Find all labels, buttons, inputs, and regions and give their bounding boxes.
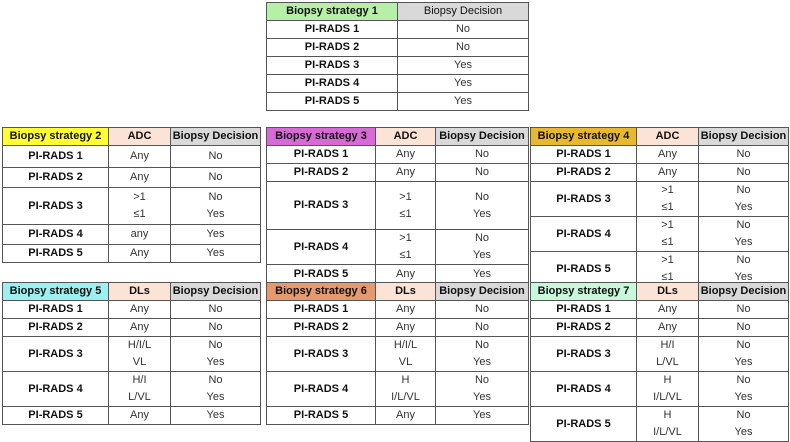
decision-cell-value: No (208, 191, 223, 203)
table-row (531, 182, 789, 217)
decision-cell-value: Yes (734, 271, 753, 283)
criterion-cell (376, 230, 436, 265)
decision-cell-value: No (736, 166, 751, 178)
pi-rads-label: PI-RADS 4 (267, 230, 376, 265)
pi-rads-label: PI-RADS 5 (531, 252, 637, 287)
pi-rads-label: PI-RADS 3 (531, 337, 637, 372)
decision-cell-value: Yes (473, 356, 491, 368)
decision-cell-value: Yes (206, 247, 225, 259)
table-row (267, 57, 529, 75)
criterion-cell (109, 319, 171, 337)
pi-rads-label: PI-RADS 5 (267, 265, 376, 284)
strategy-2-table (2, 127, 261, 263)
criterion-cell-value: I/L/VL (653, 426, 682, 438)
criterion-cell-value: ≤1 (661, 271, 674, 283)
criterion-cell-value: >1 (661, 219, 674, 231)
pi-rads-label: PI-RADS 4 (531, 217, 637, 252)
criterion-cell-value: ≤1 (399, 249, 412, 261)
criterion-cell-value: Any (396, 148, 415, 160)
criterion-cell (376, 319, 436, 337)
decision-cell-value: No (474, 321, 490, 333)
decision-cell-value: No (736, 321, 751, 333)
criterion-cell-value: H (663, 409, 672, 421)
decision-cell-value: No (736, 339, 751, 351)
decision-cell (436, 146, 529, 164)
pi-rads-label: PI-RADS 5 (531, 407, 637, 442)
decision-cell-value: No (455, 41, 471, 53)
decision-header: Biopsy Decision (171, 283, 261, 301)
decision-cell (171, 188, 261, 225)
pi-rads-label: PI-RADS 1 (267, 301, 376, 319)
pi-rads-label: PI-RADS 3 (267, 337, 376, 372)
pi-rads-label: PI-RADS 2 (3, 319, 109, 337)
criterion-cell (109, 407, 171, 425)
decision-cell (436, 337, 529, 372)
criterion-cell-value: H/I (132, 374, 147, 386)
decision-cell-value: Yes (734, 426, 753, 438)
criterion-cell (376, 182, 436, 230)
pi-rads-label: PI-RADS 1 (3, 146, 109, 168)
strategy-title: Biopsy strategy 6 (267, 283, 376, 301)
pi-rads-label: PI-RADS 2 (3, 168, 109, 188)
decision-cell-value: Yes (473, 409, 491, 421)
decision-cell-value: No (736, 374, 751, 386)
decision-cell-value: No (736, 184, 751, 196)
decision-cell (699, 164, 789, 182)
pi-rads-label: PI-RADS 5 (3, 245, 109, 263)
criterion-cell (109, 168, 171, 188)
decision-cell (699, 337, 789, 372)
criterion-cell (109, 372, 171, 407)
decision-cell-value: Yes (473, 249, 491, 261)
criterion-cell (637, 301, 699, 319)
header-row (3, 283, 261, 301)
criterion-cell-value: Any (396, 303, 415, 315)
table-row (3, 319, 261, 337)
decision-cell (171, 337, 261, 372)
criterion-cell-value: I/L/VL (653, 391, 682, 403)
pi-rads-label: PI-RADS 1 (531, 301, 637, 319)
header-row (531, 283, 789, 301)
decision-cell (436, 164, 529, 182)
pi-rads-label: PI-RADS 2 (531, 164, 637, 182)
criterion-cell-value: ≤1 (661, 201, 674, 213)
table-row (531, 407, 789, 442)
table-row (531, 217, 789, 252)
strategy-title: Biopsy strategy 2 (3, 128, 109, 146)
decision-header: Biopsy Decision (398, 3, 529, 21)
criterion-cell-value: Any (130, 171, 149, 183)
table-row (267, 39, 529, 57)
pi-rads-label: PI-RADS 1 (3, 301, 109, 319)
table-row (3, 146, 261, 168)
criterion-cell-value: Any (658, 166, 677, 178)
criterion-cell (376, 301, 436, 319)
criterion-cell-value: >1 (661, 254, 674, 266)
pi-rads-label: PI-RADS 5 (3, 407, 109, 425)
decision-cell (436, 319, 529, 337)
criterion-cell-value: Any (130, 303, 149, 315)
strategy-1-table (266, 2, 529, 111)
decision-cell-value: Yes (473, 267, 491, 280)
strategy-3-table (266, 127, 529, 284)
decision-cell-value: Yes (454, 77, 472, 89)
decision-cell-value: No (474, 190, 490, 203)
criterion-cell (376, 372, 436, 407)
decision-cell-value: Yes (454, 95, 472, 107)
decision-cell-value: No (208, 171, 223, 183)
table-row (267, 337, 529, 372)
pi-rads-label: PI-RADS 3 (3, 337, 109, 372)
decision-cell-value: Yes (734, 391, 753, 403)
decision-cell-value: No (474, 303, 490, 315)
decision-header: Biopsy Decision (436, 128, 529, 146)
decision-cell (171, 245, 261, 263)
decision-header: Biopsy Decision (699, 128, 789, 146)
pi-rads-label: PI-RADS 1 (267, 146, 376, 164)
decision-cell (699, 372, 789, 407)
pi-rads-label: PI-RADS 1 (267, 21, 398, 39)
criterion-cell-value: >1 (399, 190, 412, 203)
decision-cell (436, 182, 529, 230)
table-row (3, 407, 261, 425)
criterion-cell-value: ≤1 (133, 208, 146, 220)
decision-cell (171, 225, 261, 245)
pi-rads-label: PI-RADS 5 (267, 407, 376, 425)
table-row (531, 319, 789, 337)
criterion-cell-value: any (130, 228, 149, 240)
pi-rads-label: PI-RADS 3 (267, 182, 376, 230)
table-row (267, 75, 529, 93)
decision-cell-value: No (474, 232, 490, 244)
decision-cell-value: Yes (734, 236, 753, 248)
criterion-cell-value: ≤1 (661, 236, 674, 248)
table-row (3, 188, 261, 225)
decision-cell-value: Yes (734, 356, 753, 368)
criterion-cell-value: L/VL (656, 356, 679, 368)
table-row (267, 407, 529, 425)
criterion-cell-value: Any (658, 148, 677, 160)
criterion-cell-value: >1 (133, 191, 146, 203)
criterion-cell-value: ≤1 (399, 207, 412, 220)
pi-rads-label: PI-RADS 2 (531, 319, 637, 337)
decision-cell (171, 146, 261, 168)
decision-cell (699, 146, 789, 164)
strategy-4-table (530, 127, 789, 287)
table-row (531, 146, 789, 164)
criterion-cell-value: H (401, 374, 410, 386)
decision-cell (398, 57, 529, 75)
criterion-cell (109, 225, 171, 245)
criterion-cell (109, 188, 171, 225)
criterion-cell (376, 265, 436, 284)
header-row (531, 128, 789, 146)
criterion-cell-value: H/I/L (393, 339, 418, 351)
decision-cell-value: No (474, 166, 490, 178)
criterion-cell-value: >1 (399, 232, 412, 244)
pi-rads-label: PI-RADS 3 (3, 188, 109, 225)
pi-rads-label: PI-RADS 4 (267, 372, 376, 407)
decision-cell-value: Yes (206, 356, 225, 368)
criterion-cell-value: L/VL (128, 391, 151, 403)
decision-cell-value: Yes (206, 391, 225, 403)
criterion-cell-value: Any (130, 321, 149, 333)
criterion-cell-value: Any (130, 150, 149, 162)
criterion-cell-value: H (663, 374, 672, 386)
criterion-cell (637, 182, 699, 217)
criterion-cell-value: Any (396, 409, 415, 421)
decision-cell (398, 39, 529, 57)
table-row (267, 265, 529, 284)
decision-cell (436, 230, 529, 265)
criterion-cell (376, 337, 436, 372)
decision-cell-value: No (455, 23, 471, 35)
pi-rads-label: PI-RADS 2 (267, 39, 398, 57)
decision-cell (398, 93, 529, 111)
decision-cell (171, 407, 261, 425)
criterion-cell (376, 146, 436, 164)
table-row (267, 372, 529, 407)
criterion-cell-value: Any (658, 303, 677, 315)
header-row (267, 3, 529, 21)
criterion-cell-value: H/I/L (127, 339, 152, 351)
criterion-cell-value: VL (398, 356, 413, 368)
criterion-cell-value: I/L/VL (391, 391, 420, 403)
decision-cell-value: Yes (473, 207, 491, 220)
strategy-title: Biopsy strategy 1 (267, 3, 398, 21)
decision-cell-value: Yes (454, 59, 472, 71)
pi-rads-label: PI-RADS 4 (531, 372, 637, 407)
strategy-title: Biopsy strategy 5 (3, 283, 109, 301)
decision-cell-value: Yes (206, 409, 225, 421)
decision-cell-value: No (208, 303, 223, 315)
criterion-cell (637, 337, 699, 372)
table-row (3, 245, 261, 263)
decision-cell (699, 319, 789, 337)
pi-rads-label: PI-RADS 4 (3, 372, 109, 407)
criterion-header: DLs (376, 283, 436, 301)
pi-rads-label: PI-RADS 3 (531, 182, 637, 217)
criterion-cell-value: Any (396, 321, 415, 333)
criterion-cell-value: VL (132, 356, 147, 368)
decision-cell (436, 407, 529, 425)
decision-cell (398, 75, 529, 93)
table-row (267, 319, 529, 337)
decision-cell-value: No (736, 254, 751, 266)
criterion-header: DLs (637, 283, 699, 301)
decision-cell-value: No (736, 148, 751, 160)
decision-cell (436, 372, 529, 407)
criterion-header: ADC (376, 128, 436, 146)
decision-cell (171, 301, 261, 319)
table-row (531, 301, 789, 319)
decision-cell-value: No (208, 321, 223, 333)
table-row (3, 337, 261, 372)
pi-rads-label: PI-RADS 2 (267, 164, 376, 182)
decision-cell (171, 168, 261, 188)
table-row (531, 337, 789, 372)
table-row (267, 182, 529, 230)
criterion-cell-value: Any (130, 409, 149, 421)
decision-cell-value: No (474, 374, 490, 386)
criterion-header: DLs (109, 283, 171, 301)
pi-rads-label: PI-RADS 3 (267, 57, 398, 75)
table-row (267, 230, 529, 265)
criterion-cell-value: Any (658, 321, 677, 333)
decision-cell (436, 301, 529, 319)
decision-cell-value: No (736, 219, 751, 231)
decision-cell-value: No (736, 409, 751, 421)
pi-rads-label: PI-RADS 5 (267, 93, 398, 111)
decision-header: Biopsy Decision (171, 128, 261, 146)
decision-cell-value: No (474, 339, 490, 351)
criterion-cell (109, 146, 171, 168)
table-row (267, 301, 529, 319)
criterion-cell (637, 164, 699, 182)
criterion-cell-value: Any (396, 267, 415, 280)
table-row (3, 225, 261, 245)
strategy-title: Biopsy strategy 3 (267, 128, 376, 146)
decision-cell-value: Yes (206, 228, 225, 240)
criterion-cell (637, 217, 699, 252)
decision-cell-value: No (736, 303, 751, 315)
strategy-5-table (2, 282, 261, 425)
pi-rads-label: PI-RADS 4 (267, 75, 398, 93)
criterion-cell (637, 319, 699, 337)
header-row (3, 128, 261, 146)
criterion-cell (637, 407, 699, 442)
criterion-header: ADC (109, 128, 171, 146)
criterion-cell (637, 146, 699, 164)
decision-cell (171, 319, 261, 337)
decision-cell-value: No (208, 339, 223, 351)
decision-cell-value: Yes (206, 208, 225, 220)
table-row (267, 146, 529, 164)
decision-cell (171, 372, 261, 407)
criterion-cell-value: >1 (661, 184, 674, 196)
decision-cell (398, 21, 529, 39)
criterion-cell-value: Any (130, 247, 149, 259)
pi-rads-label: PI-RADS 1 (531, 146, 637, 164)
pi-rads-label: PI-RADS 4 (3, 225, 109, 245)
table-row (267, 21, 529, 39)
pi-rads-label: PI-RADS 2 (267, 319, 376, 337)
criterion-cell (637, 372, 699, 407)
decision-cell-value: Yes (473, 391, 491, 403)
strategy-7-table (530, 282, 789, 442)
decision-cell-value: Yes (734, 201, 753, 213)
table-row (3, 372, 261, 407)
criterion-cell (109, 301, 171, 319)
decision-cell (699, 301, 789, 319)
decision-cell (699, 407, 789, 442)
decision-cell-value: No (208, 374, 223, 386)
table-row (267, 93, 529, 111)
decision-header: Biopsy Decision (699, 283, 789, 301)
criterion-cell (376, 164, 436, 182)
criterion-header: ADC (637, 128, 699, 146)
criterion-cell-value: H/I (660, 339, 675, 351)
criterion-cell-value: Any (396, 166, 415, 178)
decision-cell (699, 182, 789, 217)
strategy-6-table (266, 282, 529, 425)
table-row (531, 372, 789, 407)
table-row (531, 164, 789, 182)
strategy-title: Biopsy strategy 7 (531, 283, 637, 301)
criterion-cell (376, 407, 436, 425)
table-row (267, 164, 529, 182)
header-row (267, 128, 529, 146)
table-row (3, 168, 261, 188)
strategy-title: Biopsy strategy 4 (531, 128, 637, 146)
decision-header: Biopsy Decision (436, 283, 529, 301)
table-row (3, 301, 261, 319)
criterion-cell (109, 337, 171, 372)
decision-cell-value: No (474, 148, 490, 160)
decision-cell-value: No (208, 150, 223, 162)
decision-cell (436, 265, 529, 284)
decision-cell (699, 217, 789, 252)
criterion-cell (109, 245, 171, 263)
header-row (267, 283, 529, 301)
